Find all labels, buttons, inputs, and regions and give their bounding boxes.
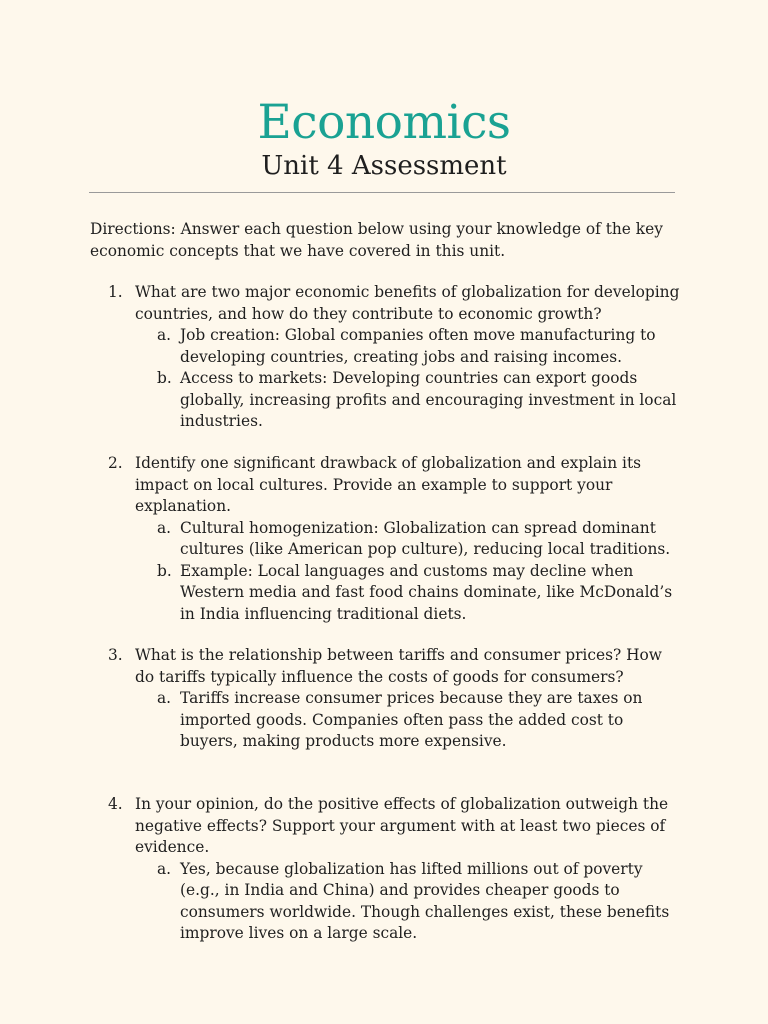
answer-letter: a. — [157, 859, 172, 878]
answer-text: Example: Local languages and customs may decline when Western media and fast food chains dominate, like McDonald’s in India influencing traditional diets. — [180, 561, 673, 623]
answer-text: Yes, because globalization has lifted millions out of poverty (e.g., in India and China) and provides cheaper goods to consumers worldwide. Though challenges exist, these benefits improve lives on a large scale. — [180, 859, 670, 942]
question-4-prompt — [108, 794, 683, 859]
question-2-prompt — [108, 453, 683, 518]
question-text: Identify one significant drawback of globalization and explain its impact on local cultures. Provide an example to support your explanation. — [135, 454, 642, 515]
answer-text: Access to markets: Developing countries can export goods globally, increasing profits and encouraging investment in local industries. — [180, 369, 677, 430]
answer-list — [108, 859, 683, 945]
document-title: Economics — [257, 95, 511, 150]
answer-list — [108, 518, 683, 626]
question-3 — [108, 645, 683, 753]
answer-list — [108, 688, 683, 753]
title-divider — [89, 192, 675, 193]
answer-letter: b. — [157, 561, 172, 580]
question-1-prompt — [108, 282, 683, 325]
question-1 — [108, 282, 683, 433]
answer-item — [108, 518, 683, 561]
question-text: What is the relationship between tariffs and consumer prices? How do tariffs typically influence the costs of goods for consumers? — [135, 646, 662, 686]
answer-item — [108, 859, 683, 945]
answer-text: Cultural homogenization: Globalization can spread dominant cultures (like American pop culture), reducing local traditions. — [180, 518, 671, 558]
answer-letter: a. — [157, 326, 172, 344]
answer-item — [108, 688, 683, 753]
answer-text: Tariffs increase consumer prices because they are taxes on imported goods. Companies often pass the added cost to buyers, making products more expensive. — [180, 689, 643, 750]
question-number: 3. — [108, 646, 123, 664]
answer-letter: a. — [157, 689, 172, 707]
question-text: What are two major economic benefits of globalization for developing countries, and how do they contribute to economic growth? — [135, 283, 680, 323]
answer-letter: a. — [157, 518, 172, 537]
document-subtitle: Unit 4 Assessment — [261, 151, 507, 181]
answer-item — [108, 561, 683, 626]
directions-text: Directions: Answer each question below using your knowledge of the key economic concepts that we have covered in this unit. — [90, 220, 663, 260]
question-4 — [108, 794, 683, 945]
answer-letter: b. — [157, 369, 172, 387]
question-number: 2. — [108, 454, 123, 472]
question-number: 1. — [108, 283, 123, 301]
question-3-prompt — [108, 645, 683, 688]
question-text: In your opinion, do the positive effects of globalization outweigh the negative effects? Support your argument with at least two pieces of evidence. — [135, 795, 669, 856]
answer-item — [108, 368, 683, 433]
answer-list — [108, 325, 683, 433]
answer-item — [108, 325, 683, 368]
answer-text: Job creation: Global companies often move manufacturing to developing countries, creating jobs and raising incomes. — [180, 326, 656, 366]
question-2 — [108, 453, 683, 625]
question-number: 4. — [108, 795, 123, 813]
